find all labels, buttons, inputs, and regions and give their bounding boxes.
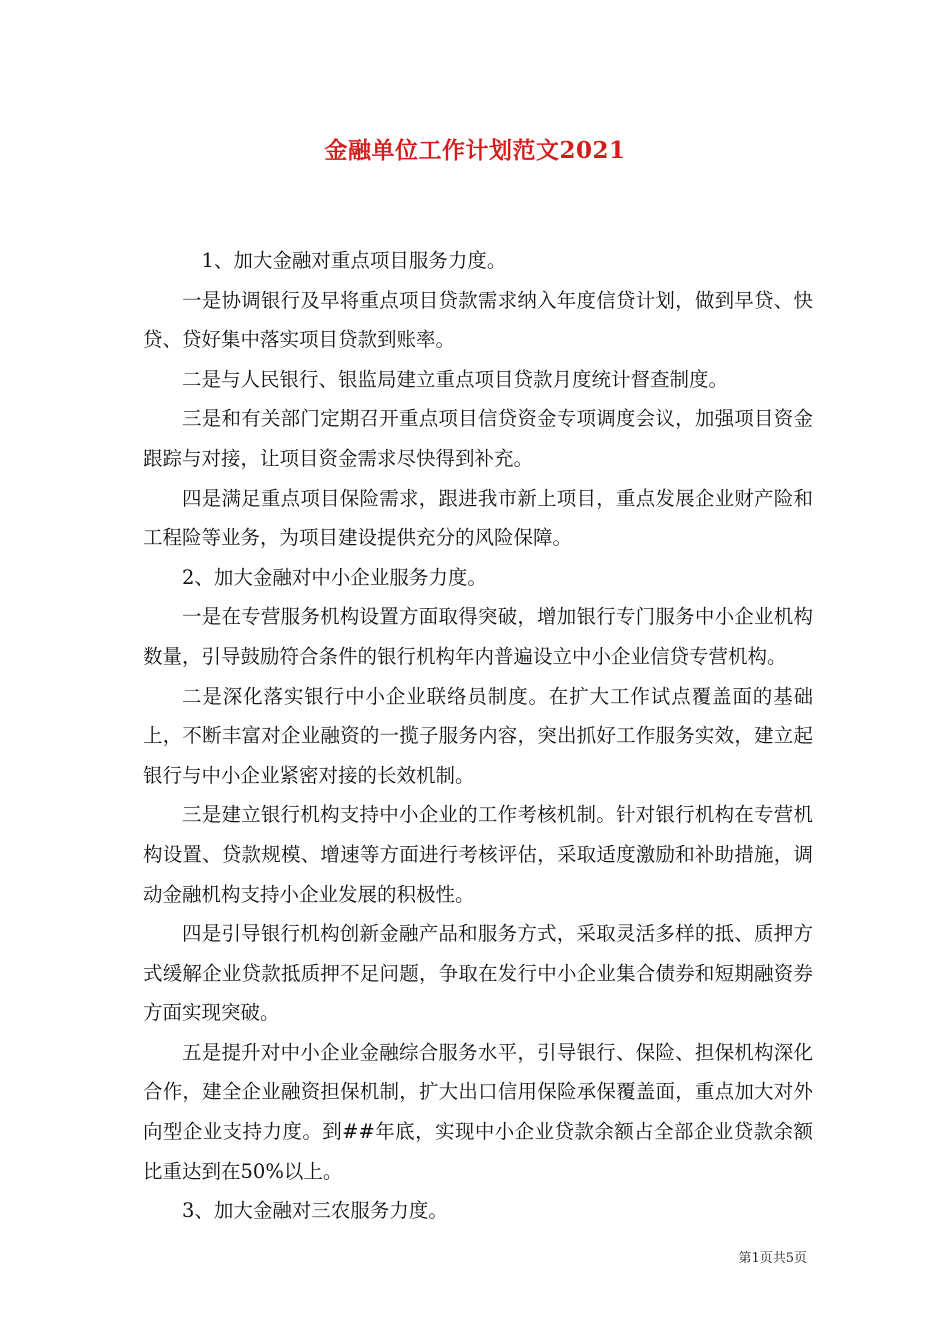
page-number: 第1页共5页: [738, 1251, 807, 1266]
section-heading-2: 2、加大金融对中小企业服务力度。: [182, 565, 487, 589]
paragraph: 二是深化落实银行中小企业联络员制度。在扩大工作试点覆盖面的基础上，不断丰富对企业融资的一揽子服务内容，突出抓好工作服务实效，建立起银行与中小企业紧密对接的长效机制。: [143, 684, 813, 787]
paragraph: 三是建立银行机构支持中小企业的工作考核机制。针对银行机构在专营机构设置、贷款规模、增速等方面进行考核评估，采取适度激励和补助措施，调动金融机构支持小企业发展的积极性。: [143, 803, 813, 906]
paragraph: 一是在专营服务机构设置方面取得突破，增加银行专门服务中小企业机构数量，引导鼓励符合条件的银行机构年内普遍设立中小企业信贷专营机构。: [143, 605, 813, 668]
section-heading-3: 3、加大金融对三农服务力度。: [182, 1199, 448, 1223]
paragraph: 四是满足重点项目保险需求，跟进我市新上项目，重点发展企业财产险和工程险等业务，为项目建设提供充分的风险保障。: [143, 486, 813, 550]
paragraph: 三是和有关部门定期召开重点项目信贷资金专项调度会议，加强项目资金跟踪与对接，让项目资金需求尽快得到补充。: [143, 407, 813, 470]
paragraph: 二是与人民银行、银监局建立重点项目贷款月度统计督查制度。: [182, 367, 729, 391]
paragraph: 一是协调银行及早将重点项目贷款需求纳入年度信贷计划，做到早贷、快贷、贷好集中落实项目贷款到账率。: [143, 288, 813, 352]
section-heading-1: 1、加大金融对重点项目服务力度。: [201, 249, 507, 272]
paragraph: 五是提升对中小企业金融综合服务水平，引导银行、保险、担保机构深化合作，建全企业融资担保机制，扩大出口信用保险承保覆盖面，重点加大对外向型企业支持力度。到##年底，实现中小企业贷款余额占全部企业贷款余额比重达到在50%以上。: [143, 1040, 813, 1183]
document-title: 金融单位工作计划范文2021: [324, 137, 626, 164]
document-body: [143, 241, 813, 1231]
paragraph: 四是引导银行机构创新金融产品和服务方式，采取灵活多样的抵、质押方式缓解企业贷款抵质押不足问题，争取在发行中小企业集合债券和短期融资券方面实现突破。: [143, 922, 813, 1025]
